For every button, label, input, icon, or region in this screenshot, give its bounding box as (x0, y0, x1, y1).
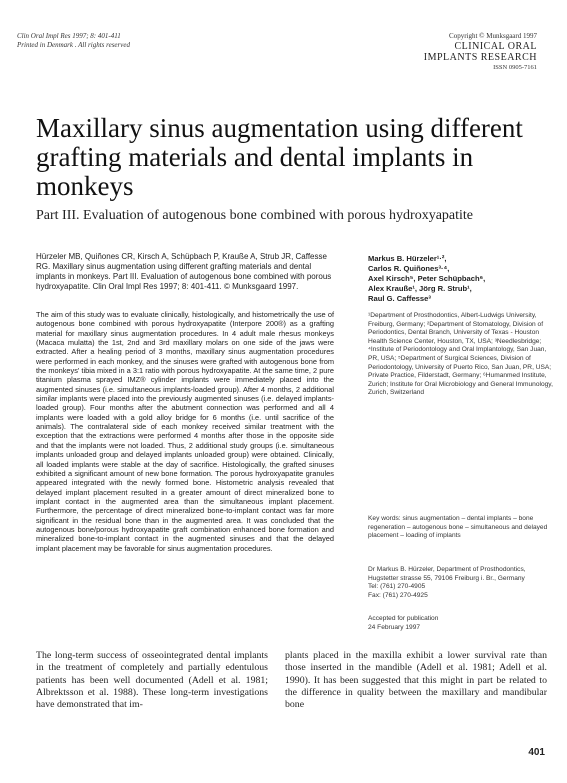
accepted-date (368, 615, 553, 632)
page-number: 401 (528, 747, 545, 758)
correspondence-tel: Tel: (761) 270-4905 (368, 583, 426, 591)
article-title: Maxillary sinus augmentation using different grafting materials and dental implants in monkeys (36, 113, 523, 201)
accepted-label: Accepted for publication (368, 615, 439, 622)
author-line: Alex Krauße¹, Jörg R. Strub¹, (368, 284, 472, 293)
header-line-2: Printed in Denmark . All rights reserved (17, 41, 130, 49)
journal-masthead (357, 32, 537, 72)
copyright-line: Copyright © Munksgaard 1997 (449, 32, 537, 40)
author-line: Axel Kirsch⁵, Peter Schüpbach⁶, (368, 274, 486, 283)
header-line-1: Clin Oral Impl Res 1997; 8: 401-411 (17, 32, 121, 40)
article-subtitle: Part III. Evaluation of autogenous bone combined with porous hydroxyapatite (36, 208, 474, 223)
accepted-value: 24 February 1997 (368, 623, 421, 631)
journal-name-line-2: IMPLANTS RESEARCH (423, 52, 537, 63)
correspondence-fax: Fax: (761) 270-4925 (368, 591, 428, 599)
issn: ISSN 0905-7161 (493, 64, 537, 71)
journal-name-line-1: CLINICAL ORAL (454, 41, 537, 52)
journal-citation-header (17, 32, 130, 50)
keywords: Key words: sinus augmentation – dental implants – bone regeneration – autogenous bone – simultaneous and delayed placement – loading of implants (368, 515, 548, 540)
affiliations: ¹Department of Prosthodontics, Albert-Ludwigs University, Freiburg, Germany; ²Department of Stomatology, Division of Periodontics, Dental Branch, University of Texas - Houston Health Science Center, Houston, TX, USA; ³Needlesbridge; ⁴Institute of Periodontology and Oral Implantology, San Juan, PR, USA; ⁵Department of Surgical Sciences, Division of Periodontology, University of Puerto Rico, San Juan, PR, USA; Private Practice, Filderstadt, Germany; ⁶Humanmed Institute, Zurich; Institute for Oral Microbiology and General Immunology, Zurich, Switzerland (368, 312, 553, 397)
citation-block: Hürzeler MB, Quiñones CR, Kirsch A, Schüpbach P, Krauße A, Strub JR, Caffesse RG. Maxillary sinus augmentation using different grafting materials and dental implants in monkeys. Part III. Evaluation of autogenous bone combined with porous hydroxyapatite. Clin Oral Impl Res 1997; 8: 401-411. © Munksgaard 1997. (36, 252, 332, 291)
correspondence (368, 566, 553, 600)
body-column-left: The long-term success of osseointegrated dental implants in the treatment of completely and partially edentulous patients has been well documented (Adell et al. 1981; Albrektsson et al. 1988). These long-term investigations have demonstrated that im- (36, 650, 268, 711)
author-line: Markus B. Hürzeler¹·², (368, 254, 447, 263)
author-line: Carlos R. Quiñones³·⁴, (368, 264, 450, 273)
author-list (368, 254, 548, 304)
author-line: Raul G. Caffesse³ (368, 294, 431, 303)
body-column-right: plants placed in the maxilla exhibit a lower survival rate than those inserted in the mandible (Adell et al. 1981; Adell et al. 1990). It has been suggested that this might in part be related to the difference in quality between the maxillary and mandibular bone (285, 650, 547, 711)
correspondence-address: Dr Markus B. Hürzeler, Department of Prosthodontics, Hugstetter strasse 55, 79106 Freiburg i. Br., Germany (368, 566, 526, 582)
abstract: The aim of this study was to evaluate clinically, histologically, and histometrically the use of autogenous bone combined with porous hydroxyapatite (Interpore 200®) as a grafting material for maxillary sinus augmentation procedures. In 4 adult male rhesus monkeys (Macaca mulatta) the 1st, 2nd and 3rd maxillary molars on one side of the jaws were extracted. After a healing period of 3 months, maxillary sinus augmentation procedures were performed in each monkey, and the sinuses were grafted with autogenous bone from the monkeys' tibia mixed in a 3:1 ratio with porous hydroxyapatite. At the same time, 2 pure titanium plasma sprayed IMZ® cylinder implants were immediately placed into the augmented sinuses (i.e. simultaneous implants-loaded group). After 4 months, 2 additional similar implants were placed into the previously augmented sinuses (i.e. delayed implants-loaded group). Four months after the abutment connection was performed and all 4 implants were loaded with a gold alloy bridge for 6 months (i.e. until sacrifice of the animals). The contralateral side of each monkey received similar treatment with the exception that the extractions were performed 4 months after those in the opposite side and that the implants were not loaded. Thus, 2 additional study groups (i.e. simultaneous implants unloaded group and delayed implants unloaded group) were obtained. Clinically, all loaded implants were stable at the day of sacrifice. Histologically, the grafted sinuses exhibited a significant amount of new bone formation. The porous hydroxyapatite granules appeared integrated with the newly formed bone. Histometric analysis revealed that delayed implant placement resulted in a greater amount of direct mineralized bone to implant contact in the augmented area than the simultaneous implant placement. Furthermore, the percentage of direct mineralized bone-to-implant contact was far more significant in the residual bone than in the augmented area. It was concluded that the autogenous bone/porous hydroxyapatite graft combination enhanced bone formation and mineralized bone-to-implant contact in the augmented sinuses and that the delayed implant placement may be favorable for sinus augmentation procedures. (36, 310, 334, 553)
